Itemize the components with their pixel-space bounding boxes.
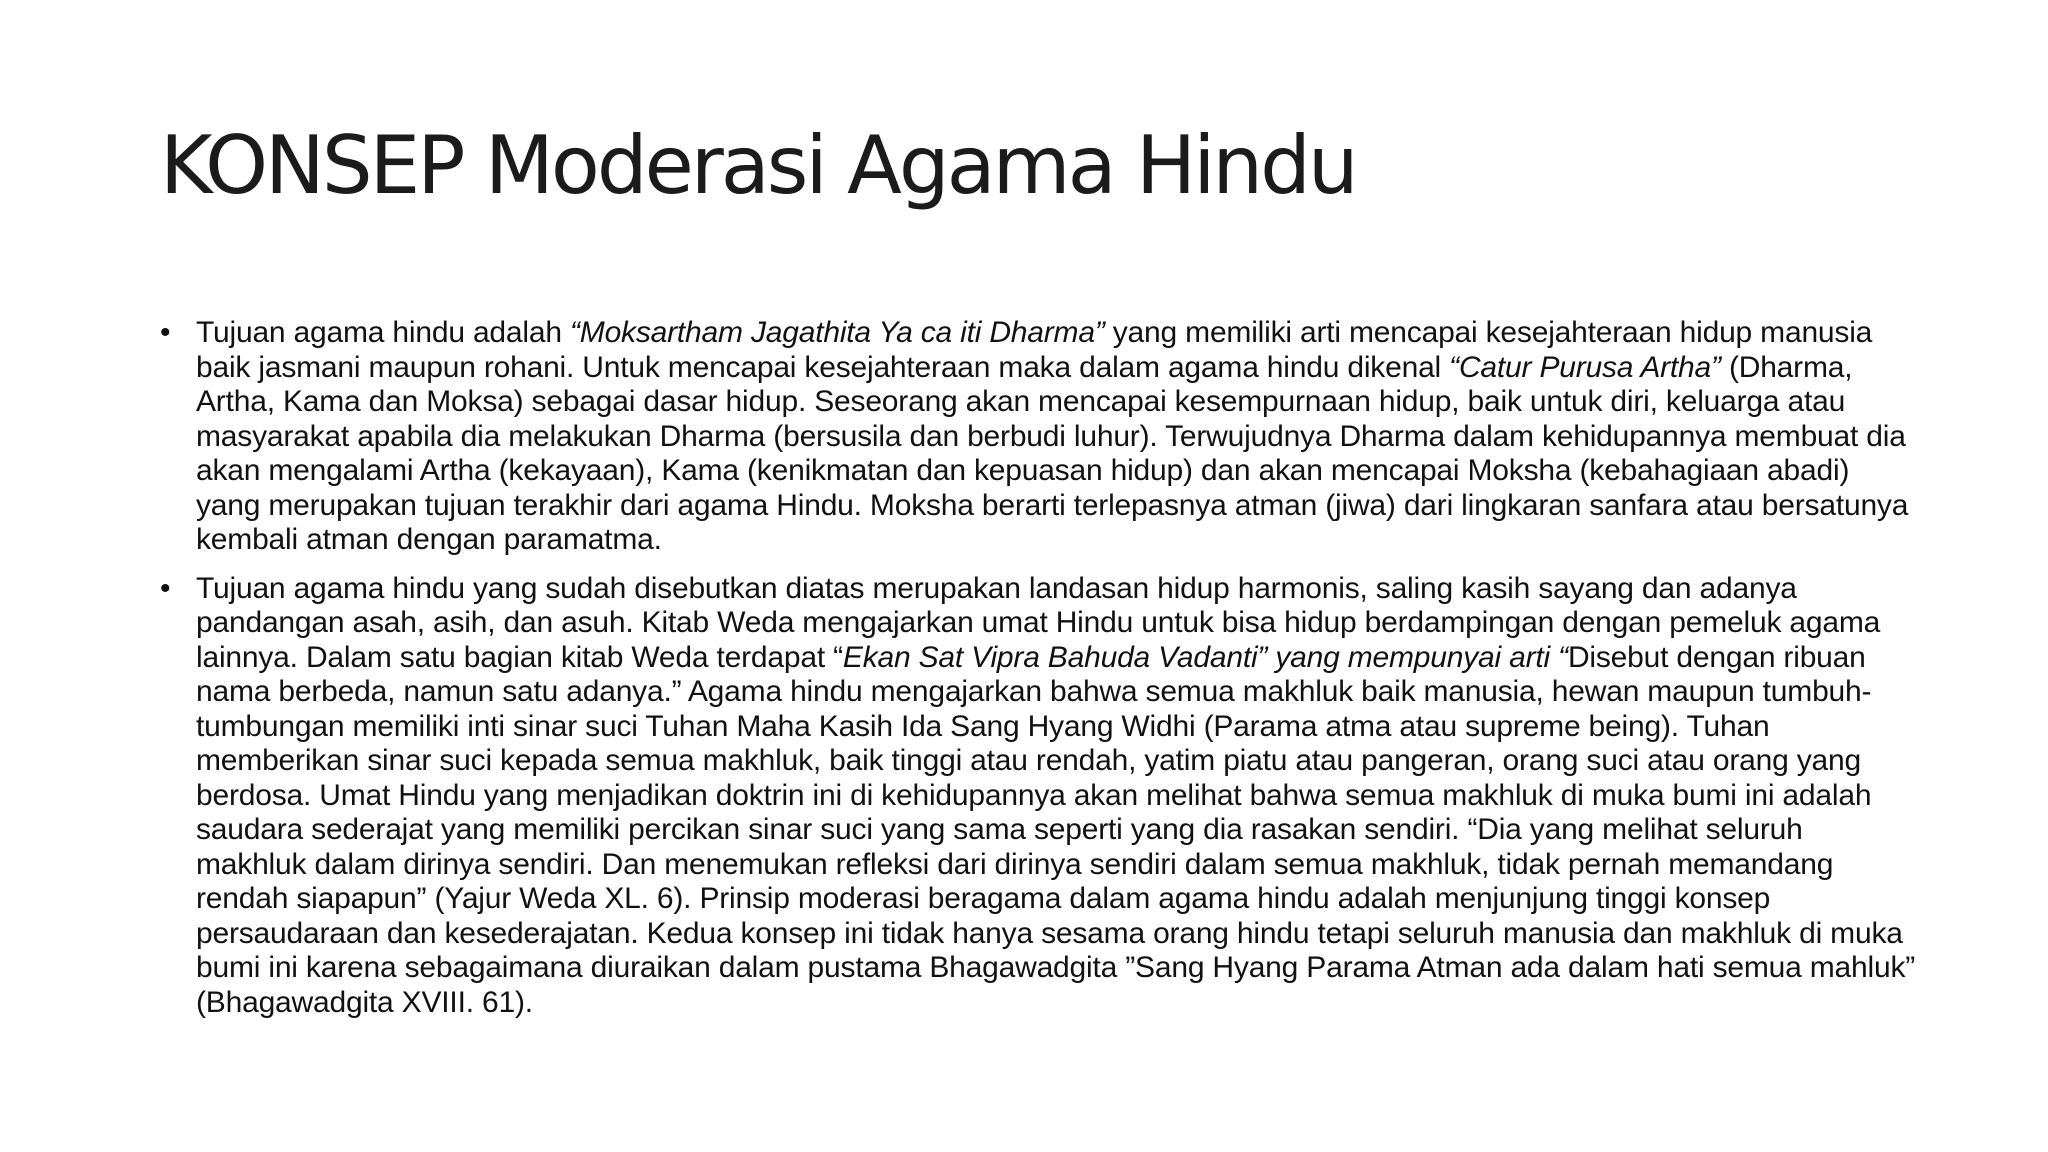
text-run: (Dharma, Artha, Kama dan Moksa) sebagai dasar hidup. Seseorang akan mencapai kesempurnaan hidup, baik untuk diri, keluarga atau masyarakat apabila dia melakukan Dharma (bersusila dan berbudi luhur). Terwujudnya Dharma dalam kehidupannya membuat dia akan mengalami Artha (kekayaan), Kama (kenikmatan dan kepuasan hidup) dan akan mencapai Moksha (kebahagiaan abadi) yang merupakan tujuan terakhir dari agama Hindu. Moksha berarti terlepasnya atman (jiwa) dari lingkaran sanfara atau bersatunya kembali atman dengan paramatma. (196, 350, 1909, 556)
slide-title: KONSEP Moderasi Agama Hindu (160, 119, 1356, 212)
text-run: Tujuan agama hindu yang sudah disebutkan diatas merupakan landasan hidup harmonis, saling kasih sayang dan adanya pandangan asah, asih, dan asuh. Kitab Weda mengajarkan umat Hindu untuk bisa hidup berdampingan dengan pemeluk agama lainnya. Dalam satu bagian kitab Weda terdapat “ (196, 571, 1881, 674)
text-run: Tujuan agama hindu adalah (196, 316, 570, 349)
bullet-text-1 (196, 316, 1920, 558)
italic-text-run: Ekan Sat Vipra Bahuda Vadanti” yang mempunyai arti “ (842, 640, 1568, 674)
italic-text-run: “Catur Purusa Artha” (1449, 350, 1721, 384)
text-run: Disebut dengan ribuan nama berbeda, namun satu adanya.” Agama hindu mengajarkan bahwa semua makhluk baik manusia, hewan maupun tumbuh-tumbungan memiliki inti sinar suci Tuhan Maha Kasih Ida Sang Hyang Widhi (Parama atma atau supreme being). Tuhan memberikan sinar suci kepada semua makhluk, baik tinggi atau rendah, yatim piatu atau pangeran, orang suci atau orang yang berdosa. Umat Hindu yang menjadikan doktrin ini di kehidupannya akan melihat bahwa semua makhluk di muka bumi ini adalah saudara sederajat yang memiliki percikan sinar suci yang sama seperti yang dia rasakan sendiri. “Dia yang melihat seluruh makhluk dalam dirinya sendiri. Dan menemukan refleksi dari dirinya sendiri dalam semua makhluk, tidak pernah memandang rendah siapapun” (Yajur Weda XL. 6). Prinsip moderasi beragama dalam agama hindu adalah menjunjung tinggi konsep persaudaraan dan kesederajatan. Kedua konsep ini tidak hanya sesama orang hindu tetapi seluruh manusia dan makhluk di muka bumi ini karena sebagaimana diuraikan dalam pustama Bhagawadgita ”Sang Hyang Parama Atman ada dalam hati semua mahluk” (Bhagawadgita XVIII. 61). (196, 640, 1916, 1019)
text-run: yang memiliki arti mencapai kesejahteraan hidup manusia baik jasmani maupun rohani. Untuk mencapai kesejahteraan maka dalam agama hindu dikenal (196, 316, 1873, 384)
bullet-icon: • (160, 571, 171, 605)
bullet-icon: • (160, 316, 171, 349)
bullet-list (160, 316, 1920, 1034)
italic-text-run: “Moksartham Jagathita Ya ca iti Dharma” (569, 316, 1105, 349)
bullet-text-2 (196, 572, 1920, 1021)
bullet-item-1 (160, 316, 1920, 558)
bullet-item-2 (160, 572, 1920, 1021)
